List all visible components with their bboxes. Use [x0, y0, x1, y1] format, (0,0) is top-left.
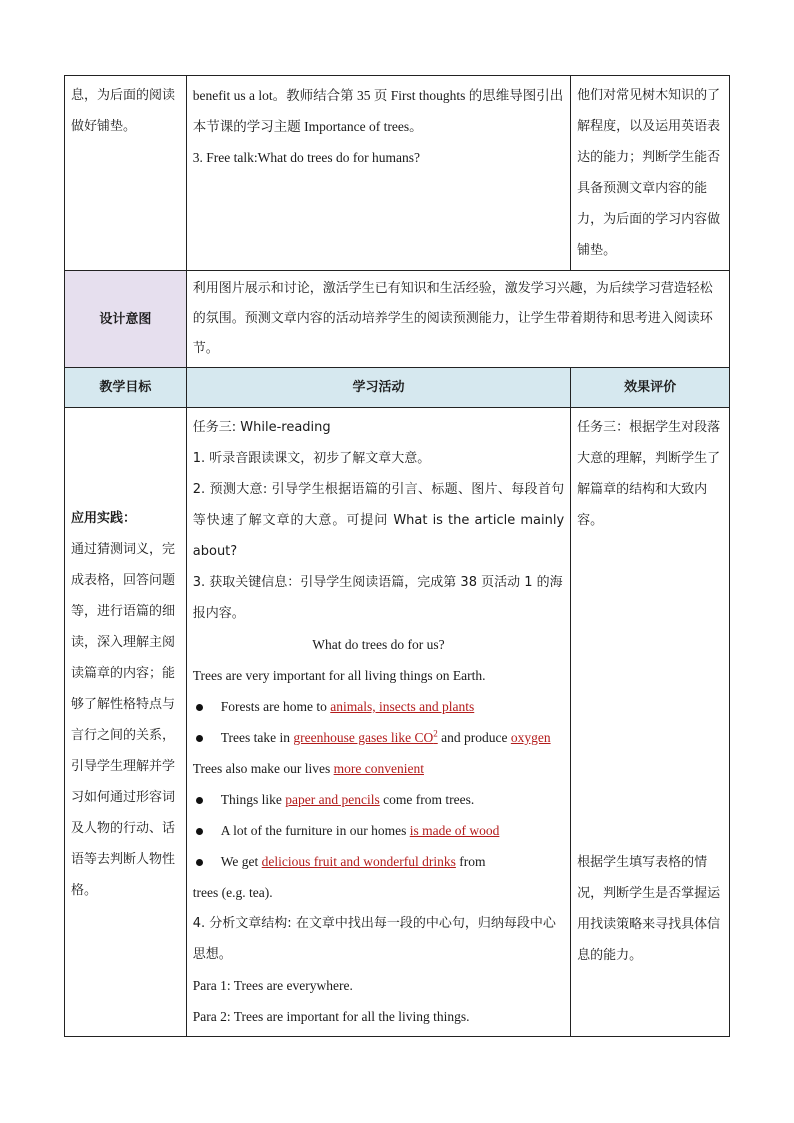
para-2-summary: Para 2: Trees are important for all the living things. [192, 1009, 470, 1024]
bullet-3-post: come from trees. [379, 792, 475, 807]
free-talk-question: 3. Free talk:What do trees do for humans? [192, 150, 420, 165]
continuation-objective-text: 息，为后面的阅读做好铺垫。 [71, 88, 176, 134]
continuation-row [65, 76, 730, 271]
bullet-4-text: A lot of the furniture in our homes [220, 823, 410, 838]
poster-bullet-1 [193, 691, 564, 722]
bullet-2-text: Trees take in [220, 730, 294, 745]
evaluation-cell [571, 408, 730, 1037]
objective-title: 应用实践： [71, 511, 137, 526]
task-title: 任务三: While-reading [192, 420, 331, 435]
poster-bullet-4 [193, 815, 564, 846]
poster-intro-1: Trees are very important for all living things on Earth. [192, 668, 486, 683]
header-evaluation: 效果评价 [571, 368, 730, 408]
lesson-plan-table [64, 75, 730, 1037]
para-1-summary: Para 1: Trees are everywhere. [192, 978, 353, 993]
header-activity: 学习活动 [186, 368, 570, 408]
answer-2-text: greenhouse gases like CO [293, 730, 434, 745]
answer-3: oxygen [510, 730, 551, 745]
continuation-activity-text: benefit us a lot。教师结合第 35 页 First thoughts 的思维导图引出本节课的学习主题 Importance of trees。 [192, 88, 564, 134]
poster-bullet-3 [193, 784, 564, 815]
step-1: 1. 听录音跟读课文，初步了解文章大意。 [192, 451, 431, 466]
design-intent-text: 利用图片展示和讨论，激活学生已有知识和生活经验，激发学习兴趣，为后续学习营造轻松的氛围。预测文章内容的活动培养学生的阅读预测能力，让学生带着期待和思考进入阅读环节。 [186, 271, 729, 368]
evaluation-text-2: 根据学生填写表格的情况，判断学生是否掌握运用找读策略来寻找具体信息的能力。 [577, 855, 721, 963]
poster-intro-2 [193, 753, 564, 784]
answer-7: delicious fruit and wonderful drinks [261, 854, 456, 869]
evaluation-text-1: 任务三：根据学生对段落大意的理解，判断学生了解篇章的结构和大致内容。 [577, 420, 721, 528]
header-objective: 教学目标 [65, 368, 187, 408]
bullet-5-text: We get [220, 854, 262, 869]
step-2: 2. 预测大意: 引导学生根据语篇的引言、标题、图片、每段首句等快速了解文章的大意。可提问 What is the article mainly about? [192, 482, 565, 559]
table-header-row [65, 368, 730, 408]
poster-title: What do trees do for us? [312, 637, 445, 652]
bullet-2-mid: and produce [437, 730, 511, 745]
objective-text: 通过猜测词义，完成表格，回答问题等，进行语篇的细读，深入理解主阅读篇章的内容；能够了解性格特点与言行之间的关系，引导学生理解并学习如何通过形容词及人物的行动、话语等去判断人物性格。 [71, 542, 176, 898]
answer-6: is made of wood [409, 823, 500, 838]
poster-bullet-5-cont: trees (e.g. tea). [192, 885, 273, 900]
poster-bullet-5 [193, 846, 564, 877]
continuation-objective-cell [65, 76, 187, 271]
poster-bullet-2 [193, 722, 564, 753]
step-4: 4. 分析文章结构: 在文章中找出每一段的中心句，归纳每段中心思想。 [192, 916, 556, 962]
bullet-3-text: Things like [220, 792, 286, 807]
design-intent-row [65, 271, 730, 368]
answer-5: paper and pencils [285, 792, 380, 807]
bullet-5-post: from [455, 854, 486, 869]
objective-cell [65, 408, 187, 1037]
answer-4: more convenient [333, 761, 424, 776]
continuation-evaluation-text: 他们对常见树木知识的了解程度，以及运用英语表达的能力；判断学生能否具备预测文章内容的能力，为后面的学习内容做铺垫。 [577, 88, 721, 258]
answer-1: animals, insects and plants [330, 699, 475, 714]
continuation-evaluation-cell [571, 76, 730, 271]
answer-2 [293, 730, 437, 745]
while-reading-row [65, 408, 730, 1037]
answer-2-sup: 2 [433, 728, 438, 739]
continuation-activity-cell [186, 76, 570, 271]
activity-cell [186, 408, 570, 1037]
intro-2-text: Trees also make our lives [192, 761, 334, 776]
step-3: 3. 获取关键信息：引导学生阅读语篇，完成第 38 页活动 1 的海报内容。 [192, 575, 563, 621]
design-intent-label: 设计意图 [65, 271, 187, 368]
bullet-1-text: Forests are home to [220, 699, 331, 714]
